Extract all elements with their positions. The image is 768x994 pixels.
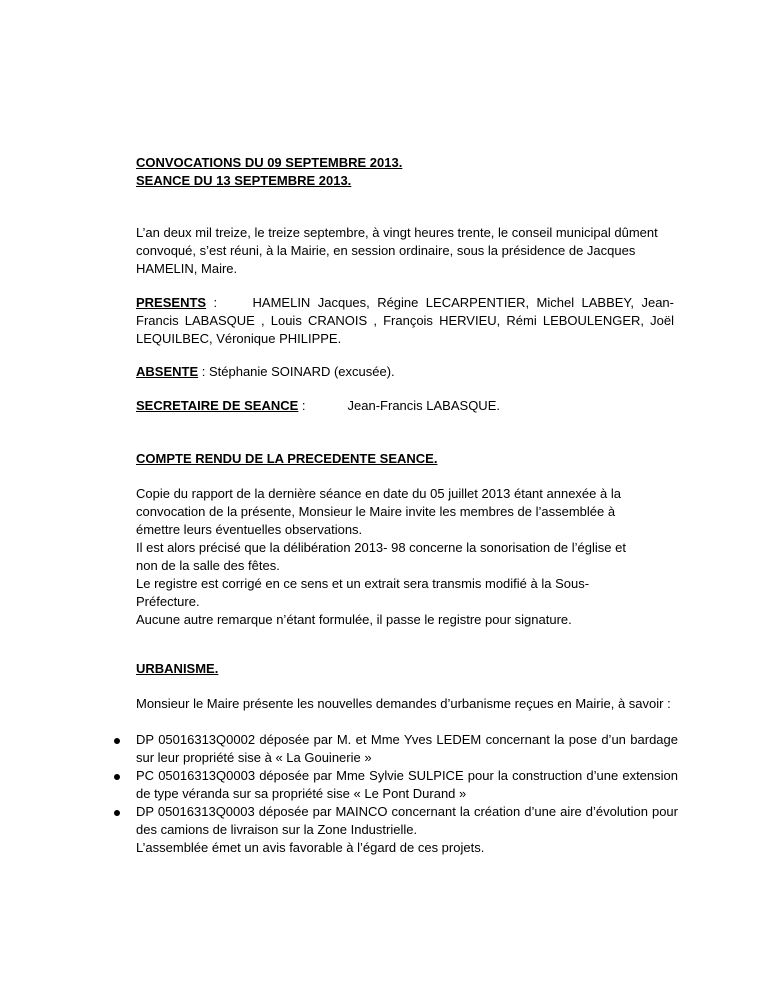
bullet-icon <box>114 738 120 744</box>
compte-rendu-line: Aucune autre remarque n’étant formulée, il passe le registre pour signature. <box>136 612 572 627</box>
list-item <box>114 803 678 839</box>
convocation-title: CONVOCATIONS DU 09 SEPTEMBRE 2013. <box>136 155 403 170</box>
compte-rendu-line: Préfecture. <box>136 594 200 609</box>
absente-paragraph: ABSENTE : Stéphanie SOINARD (excusée). <box>136 364 395 379</box>
urbanisme-title: URBANISME. <box>136 661 219 676</box>
urbanisme-item-text: DP 05016313Q0003 déposée par MAINCO concernant la création d’une aire d’évolution pour des camions de livraison sur la Zone Industrielle. <box>136 804 678 837</box>
urbanisme-list <box>114 731 678 839</box>
seance-title: SEANCE DU 13 SEPTEMBRE 2013. <box>136 173 352 188</box>
intro-paragraph: L’an deux mil treize, le treize septembre, à vingt heures trente, le conseil municipal dûment convoqué, s’est réuni, à la Mairie, en session ordinaire, sous la présidence de Jacques HAMELIN, Maire. <box>136 225 658 276</box>
secretaire-name: Jean-Francis LABASQUE. <box>347 398 500 413</box>
list-item <box>114 731 678 767</box>
bullet-icon <box>114 774 120 780</box>
urbanisme-item-text: PC 05016313Q0003 déposée par Mme Sylvie SULPICE pour la construction d’une extension de type véranda sur sa propriété sise « Le Pont Durand » <box>136 768 678 801</box>
compte-rendu-line: Il est alors précisé que la délibération 2013- 98 concerne la sonorisation de l’église et <box>136 540 626 555</box>
secretaire-label: SECRETAIRE DE SEANCE <box>136 398 299 413</box>
compte-rendu-title: COMPTE RENDU DE LA PRECEDENTE SEANCE. <box>136 451 438 466</box>
compte-rendu-body <box>136 485 676 629</box>
absente-label: ABSENTE <box>136 364 199 379</box>
presents-paragraph: PRESENTS : HAMELIN Jacques, Régine LECARPENTIER, Michel LABBEY, Jean-Francis LABASQUE , Louis CRANOIS , François HERVIEU, Rémi LEBOULENGER, Joël LEQUILBEC, Véronique PHILIPPE. <box>136 295 674 346</box>
compte-rendu-line: non de la salle des fêtes. <box>136 558 280 573</box>
compte-rendu-line: émettre leurs éventuelles observations. <box>136 522 363 537</box>
absente-names: Stéphanie SOINARD (excusée). <box>208 364 395 379</box>
list-item <box>114 767 678 803</box>
presents-label: PRESENTS <box>136 295 207 310</box>
header <box>136 154 668 190</box>
secretaire-paragraph: SECRETAIRE DE SEANCE : Jean-Francis LABASQUE. <box>136 398 500 413</box>
urbanisme-intro: Monsieur le Maire présente les nouvelles demandes d’urbanisme reçues en Mairie, à savoir : <box>136 696 671 711</box>
compte-rendu-line: Copie du rapport de la dernière séance en date du 05 juillet 2013 étant annexée à la <box>136 486 621 501</box>
presents-names: HAMELIN Jacques, Régine LECARPENTIER, Michel LABBEY, Jean-Francis LABASQUE , Louis CRANOIS , François HERVIEU, Rémi LEBOULENGER, Joël LEQUILBEC, Véronique PHILIPPE. <box>136 295 674 346</box>
compte-rendu-line: convocation de la présente, Monsieur le Maire invite les membres de l’assemblée à <box>136 504 616 519</box>
bullet-icon <box>114 810 120 816</box>
urbanisme-conclusion: L’assemblée émet un avis favorable à l’égard de ces projets. <box>136 840 485 855</box>
compte-rendu-line: Le registre est corrigé en ce sens et un extrait sera transmis modifié à la Sous- <box>136 576 590 591</box>
urbanisme-item-text: DP 05016313Q0002 déposée par M. et Mme Yves LEDEM concernant la pose d’un bardage sur leur propriété sise à « La Gouinerie » <box>136 732 678 765</box>
